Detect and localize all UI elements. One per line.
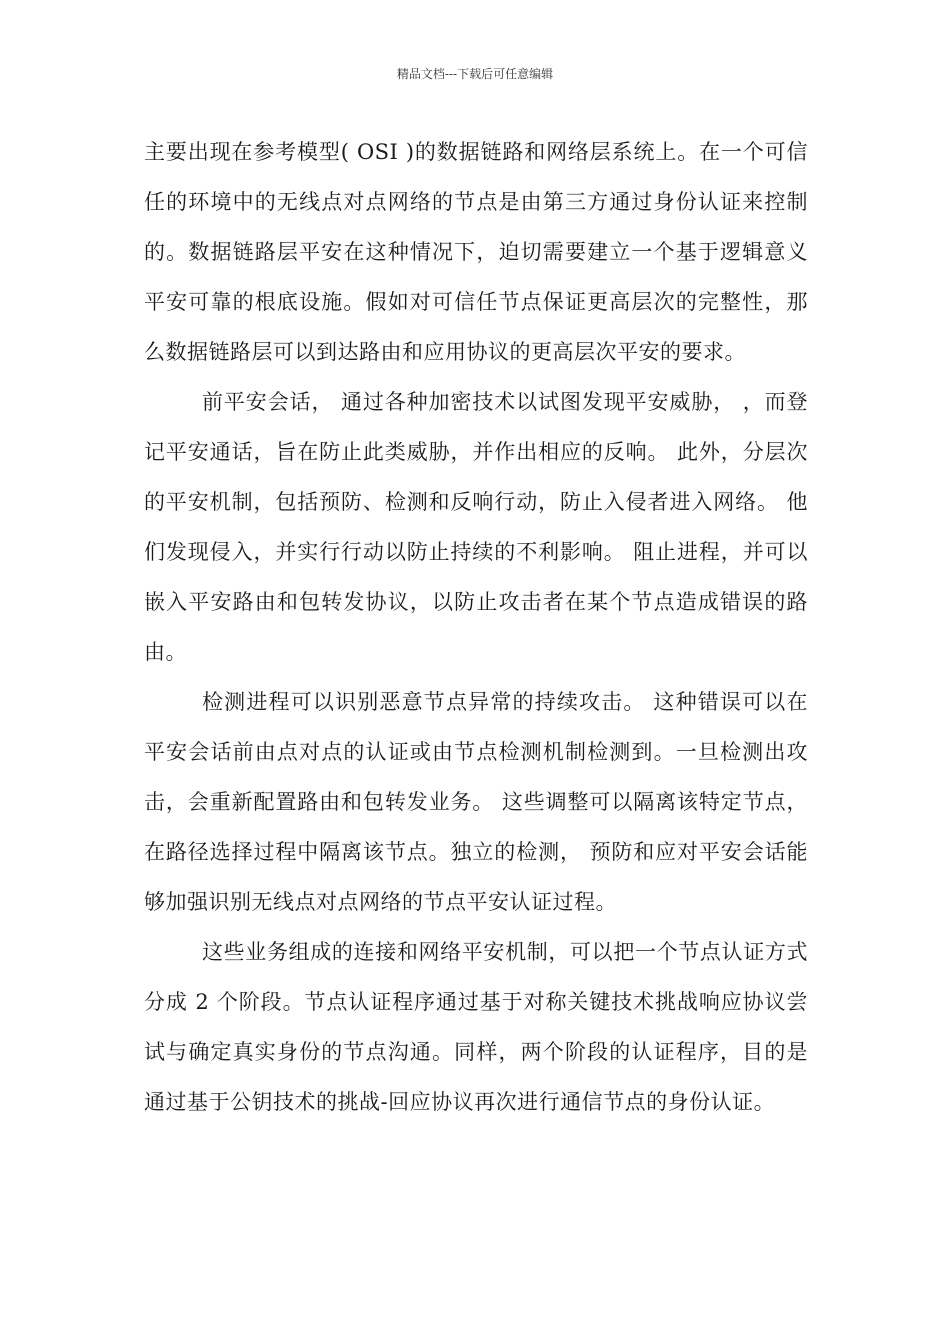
document-body	[144, 127, 808, 1127]
paragraph-detection: 检测进程可以识别恶意节点异常的持续攻击。 这种错误可以在平安会话前由点对点的认证或由节点检测机制检测到。一旦检测出攻击，会重新配置路由和包转发业务。 这些调整可以隔离该特定节点，在路径选择过程中隔离该节点。独立的检测， 预防和应对平安会话能够加强识别无线点对点网络的节点平安认证过程。	[144, 690, 808, 914]
page-header: 精品文档---下载后可任意编辑	[396, 67, 554, 81]
paragraph-authentication: 这些业务组成的连接和网络平安机制，可以把一个节点认证方式分成 2 个阶段。节点认证程序通过基于对称关键技术挑战响应协议尝试与确定真实身份的节点沟通。同样，两个阶段的认证程序，目的是通过基于公钥技术的挑战-回应协议再次进行通信节点的身份认证。	[144, 940, 808, 1114]
paragraph-security-session: 前平安会话， 通过各种加密技术以试图发现平安威胁， ，而登记平安通话，旨在防止此类威胁，并作出相应的反响。 此外，分层次的平安机制，包括预防、检测和反响行动，防止入侵者进入网络。 他们发现侵入，并实行行动以防止持续的不利影响。 阻止进程，并可以嵌入平安路由和包转发协议，以防止攻击者在某个节点造成错误的路由。	[144, 390, 808, 664]
paragraph-continuation: 主要出现在参考模型( OSI )的数据链路和网络层系统上。在一个可信任的环境中的无线点对点网络的节点是由第三方通过身份认证来控制的。数据链路层平安在这种情况下，迫切需要建立一个基于逻辑意义平安可靠的根底设施。假如对可信任节点保证更高层次的完整性，那么数据链路层可以到达路由和应用协议的更高层次平安的要求。	[144, 140, 808, 364]
